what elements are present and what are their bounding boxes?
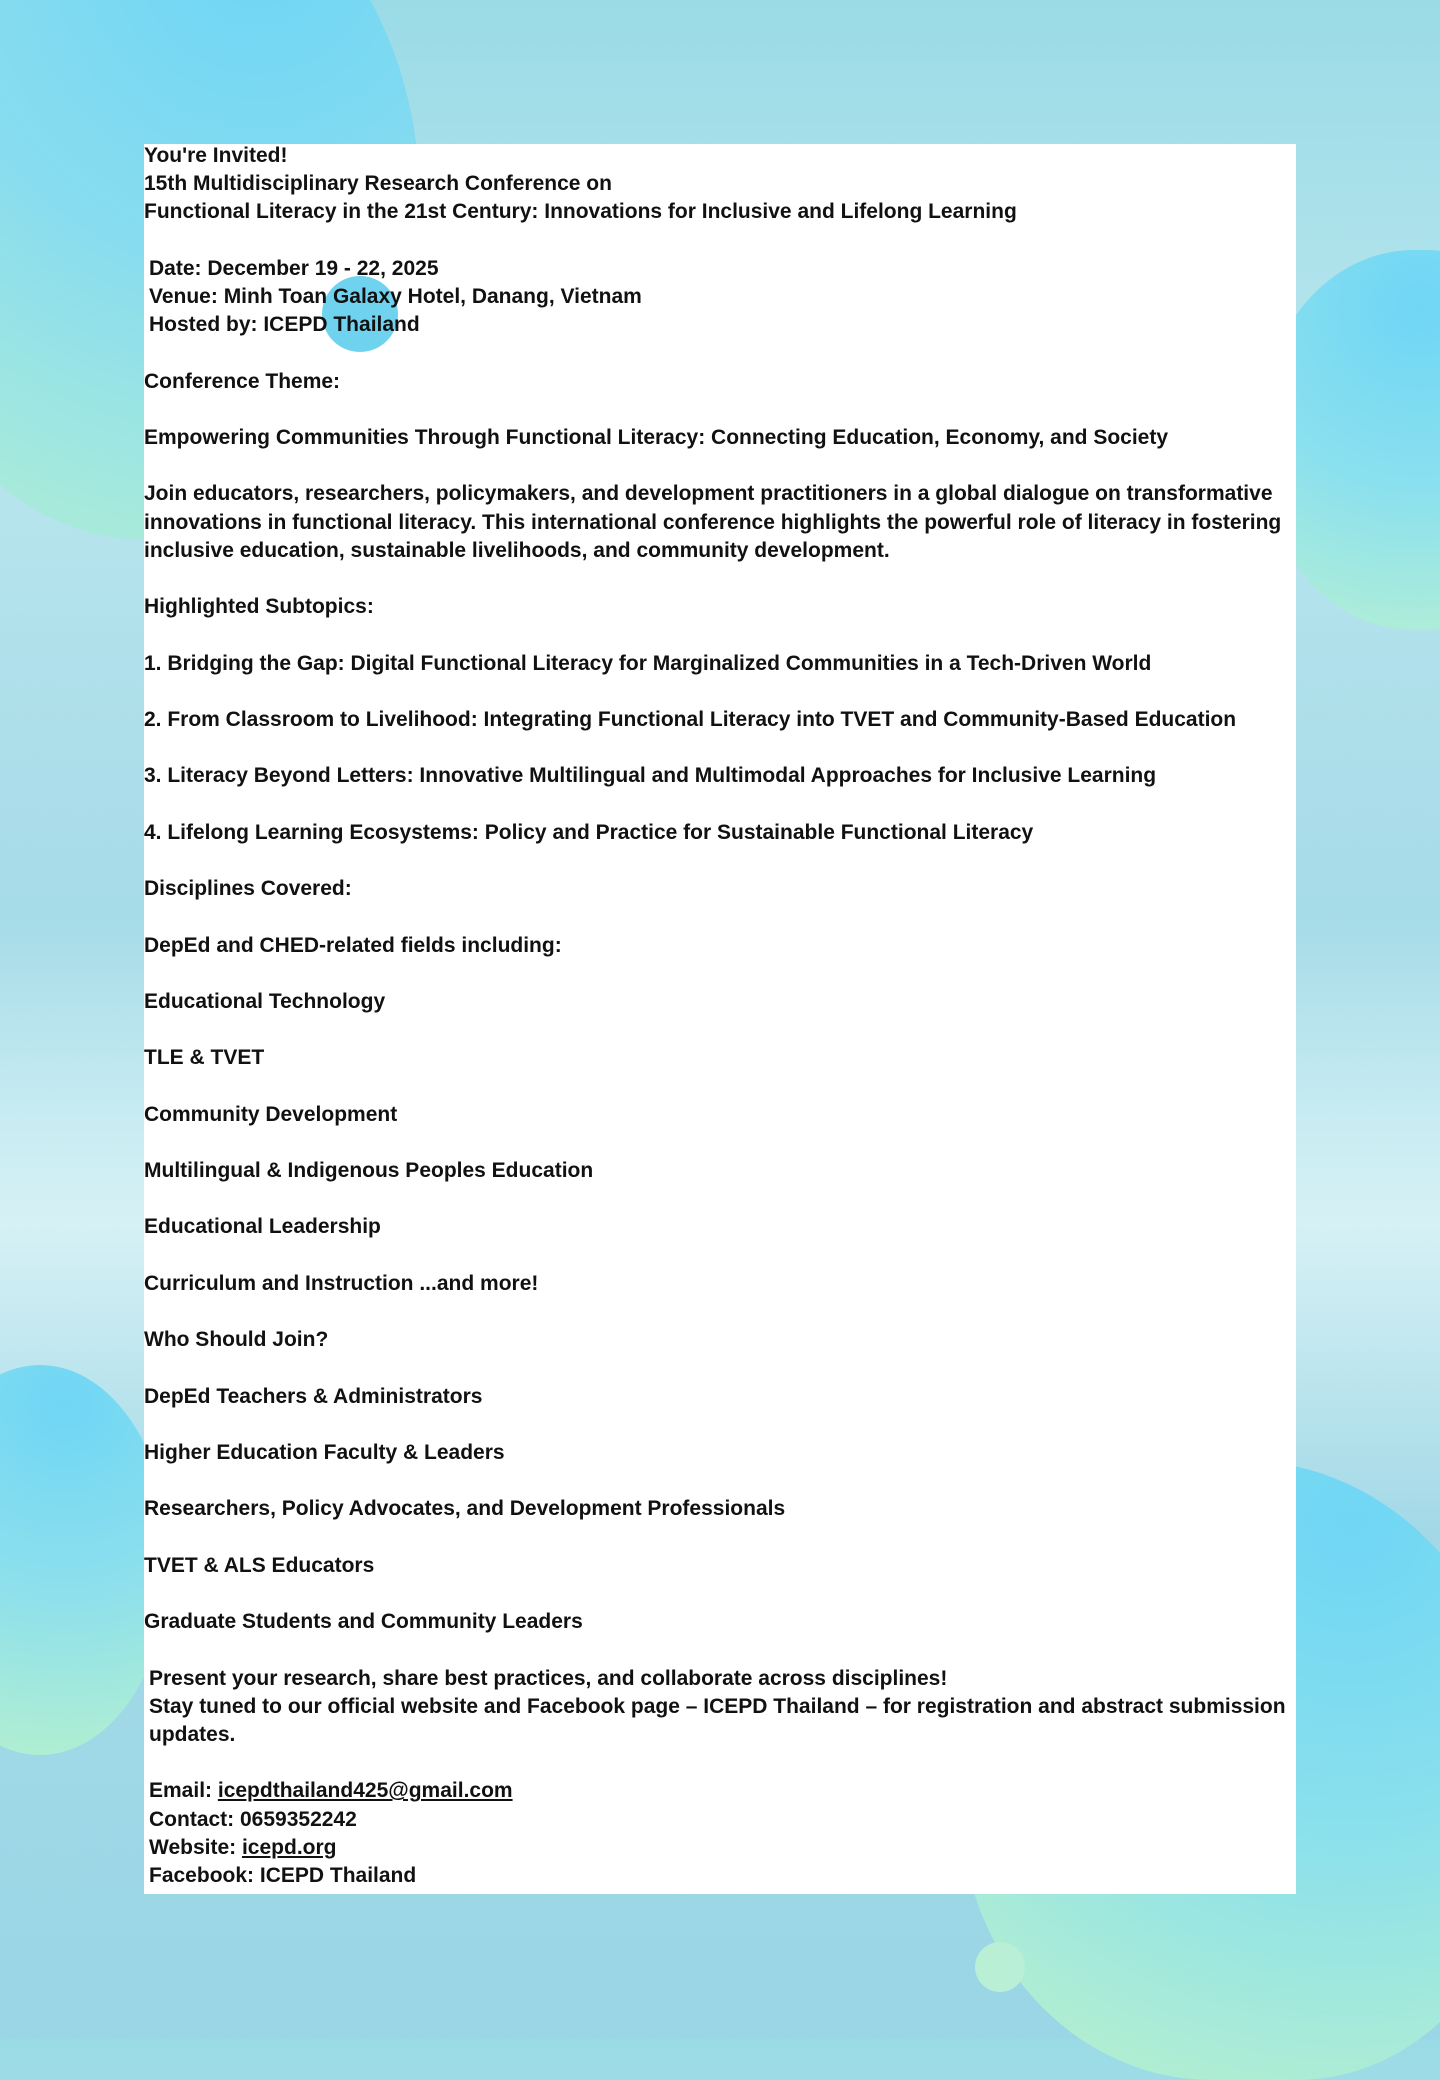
invitation-text bbox=[144, 142, 1296, 1890]
audience-item: Researchers, Policy Advocates, and Development Professionals bbox=[144, 1497, 786, 1521]
audience-heading: Who Should Join? bbox=[144, 1328, 329, 1352]
disciplines-intro: DepEd and CHED-related fields including: bbox=[144, 933, 562, 957]
edition-line: 15th Multidisciplinary Research Conference on bbox=[144, 172, 612, 196]
discipline-item: Community Development bbox=[144, 1102, 398, 1126]
disciplines-heading: Disciplines Covered: bbox=[144, 877, 352, 901]
conference-title: Functional Literacy in the 21st Century: Innovations for Inclusive and Lifelong Learning bbox=[144, 200, 1017, 224]
invite-heading: You're Invited! bbox=[144, 144, 288, 167]
contact-facebook: Facebook: ICEPD Thailand bbox=[149, 1864, 417, 1887]
website-label: Website: bbox=[149, 1835, 242, 1859]
theme-heading: Conference Theme: bbox=[144, 369, 341, 393]
theme-text: Empowering Communities Through Functional Literacy: Connecting Education, Economy, and Society bbox=[144, 425, 1169, 449]
discipline-item: Multilingual & Indigenous Peoples Education bbox=[144, 1159, 594, 1183]
email-label: Email: bbox=[149, 1779, 218, 1803]
subtopics-heading: Highlighted Subtopics: bbox=[144, 595, 374, 619]
closing-line: Present your research, share best practices, and collaborate across disciplines! bbox=[149, 1666, 948, 1690]
subtopic-item: 3. Literacy Beyond Letters: Innovative Multilingual and Multimodal Approaches for Inclusive Learning bbox=[144, 764, 1157, 788]
subtopic-item: 4. Lifelong Learning Ecosystems: Policy and Practice for Sustainable Functional Literacy bbox=[144, 820, 1034, 844]
contact-phone: Contact: 0659352242 bbox=[149, 1807, 357, 1831]
discipline-item: Educational Leadership bbox=[144, 1215, 381, 1239]
contact-website-row bbox=[144, 1834, 1296, 1862]
decorative-dot-small bbox=[975, 1942, 1025, 1992]
closing-updates: Stay tuned to our official website and Facebook page – ICEPD Thailand – for registration and abstract submission updates. bbox=[149, 1694, 1286, 1746]
website-link[interactable]: icepd.org bbox=[241, 1835, 337, 1859]
subtopic-item: 2. From Classroom to Livelihood: Integrating Functional Literacy into TVET and Community-Based Education bbox=[144, 707, 1237, 731]
discipline-item: Curriculum and Instruction ...and more! bbox=[144, 1271, 539, 1295]
discipline-item: TLE & TVET bbox=[144, 1046, 265, 1070]
audience-item: DepEd Teachers & Administrators bbox=[144, 1384, 483, 1408]
subtopic-item: 1. Bridging the Gap: Digital Functional Literacy for Marginalized Communities in a Tech-Driven World bbox=[144, 651, 1152, 675]
event-date: Date: December 19 - 22, 2025 bbox=[149, 256, 439, 280]
event-host: Hosted by: ICEPD Thailand bbox=[149, 313, 420, 337]
audience-item: Higher Education Faculty & Leaders bbox=[144, 1441, 505, 1465]
audience-item: TVET & ALS Educators bbox=[144, 1553, 375, 1577]
event-venue: Venue: Minh Toan Galaxy Hotel, Danang, Vietnam bbox=[149, 285, 642, 308]
intro-paragraph: Join educators, researchers, policymakers, and development practitioners in a global dialogue on transformative innovations in functional literacy. This international conference highlights the powerful role of literacy in fostering inclusive education, sustainable livelihoods, and community development. bbox=[144, 482, 1282, 562]
contact-email-row bbox=[144, 1777, 1296, 1805]
email-link[interactable]: icepdthailand425@gmail.com bbox=[217, 1779, 513, 1803]
discipline-item: Educational Technology bbox=[144, 989, 386, 1013]
audience-item: Graduate Students and Community Leaders bbox=[144, 1610, 583, 1634]
